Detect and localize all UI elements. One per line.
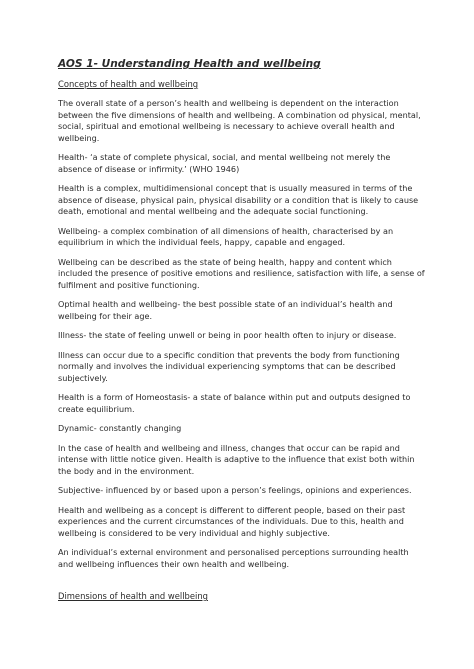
paragraph: Wellbeing can be described as the state of being health, happy and content which included the presence of positive emotions and resilience, satisfaction with life, a sense of fulfilment and positive functioning. <box>58 256 425 290</box>
paragraph: Optimal health and wellbeing- the best possible state of an individual’s health and wellbeing for their age. <box>58 299 393 321</box>
paragraph: Health- ‘a state of complete physical, social, and mental wellbeing not merely the absence of disease or infirmity.’ (WHO 1946) <box>58 152 391 174</box>
paragraph: Illness- the state of feeling unwell or being in poor health often to injury or disease. <box>58 330 397 340</box>
paragraph: Illness can occur due to a specific condition that prevents the body from functioning normally and involves the individual experiencing symptoms that can be described subjectively. <box>58 349 400 383</box>
paragraph: Health and wellbeing as a concept is different to different people, based on their past experiences and the current circumstances of the individuals. Due to this, health and wellbeing is considered to be very individual and highly subjective. <box>58 504 406 538</box>
paragraph: Wellbeing- a complex combination of all dimensions of health, characterised by an equilibrium in which the individual feels, happy, capable and engaged. <box>58 225 394 247</box>
paragraph: Health is a complex, multidimensional concept that is usually measured in terms of the absence of disease, physical pain, physical disability or a condition that is likely to cause death, emotional and mental wellbeing and the adequate social functioning. <box>58 183 419 216</box>
paragraph: An individual’s external environment and personalised perceptions surrounding health and wellbeing influences their own health and wellbeing. <box>58 547 409 569</box>
paragraph: Health is a form of Homeostasis- a state of balance within put and outputs designed to create equilibrium. <box>58 392 411 414</box>
paragraph: The overall state of a person’s health and wellbeing is dependent on the interaction between the five dimensions of health and wellbeing. A combination od physical, mental, social, spiritual and emotional wellbeing is necessary to achieve overall health and wellbeing. <box>58 98 421 143</box>
section-heading-concepts: Concepts of health and wellbeing <box>58 79 199 89</box>
section-heading-dimensions: Dimensions of health and wellbeing <box>58 591 208 601</box>
document-title: AOS 1- Understanding Health and wellbeing <box>58 58 321 70</box>
paragraph: Dynamic- constantly changing <box>58 423 182 433</box>
paragraph: Subjective- influenced by or based upon a person’s feelings, opinions and experiences. <box>58 485 412 495</box>
paragraph: In the case of health and wellbeing and illness, changes that occur can be rapid and intense with little notice given. Health is adaptive to the influence that exist both within the body and in the environment. <box>58 442 415 476</box>
blank-line <box>58 578 426 590</box>
